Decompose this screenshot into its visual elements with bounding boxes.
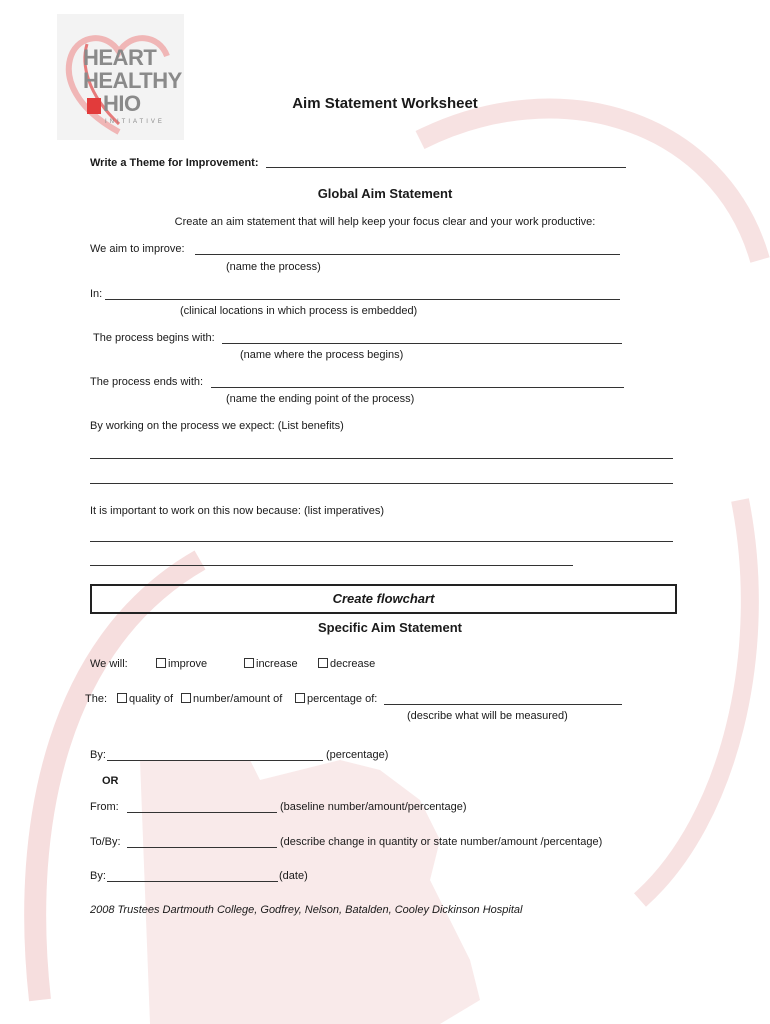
begins-blank[interactable] [222,343,622,344]
in-hint: (clinical locations in which process is embedded) [180,305,418,317]
heart-healthy-ohio-logo [57,14,184,140]
important-label: It is important to work on this now because: (list imperatives) [90,505,385,517]
from-label: From: [90,801,119,813]
ends-label: The process ends with: [90,376,204,388]
toby-blank[interactable] [127,847,277,848]
create-flowchart-box [90,584,677,614]
imperatives-blank-2[interactable] [90,565,573,566]
improve-checkbox[interactable] [156,658,166,668]
percentage-checkbox[interactable] [295,693,305,703]
from-hint: (baseline number/amount/percentage) [280,801,467,813]
create-flowchart-label: Create flowchart [332,591,435,606]
logo-text-line2: HEALTHY [83,68,182,93]
by-label: By: [90,749,106,761]
in-blank[interactable] [105,299,620,300]
option-percentage[interactable] [295,693,377,705]
measure-blank[interactable] [384,704,622,705]
benefits-blank-1[interactable] [90,458,673,459]
by-date-hint: (date) [279,870,308,882]
page-title: Aim Statement Worksheet [292,95,478,112]
the-label: The: [85,693,108,705]
improve-label: improve [168,658,208,670]
measure-hint: (describe what will be measured) [407,710,568,722]
expect-label: By working on the process we expect: (List benefits) [90,420,344,432]
logo-text-line1: HEART [83,45,157,70]
option-decrease[interactable] [318,658,375,670]
option-improve[interactable] [156,658,207,670]
from-blank[interactable] [127,812,277,813]
theme-label: Write a Theme for Improvement: [90,157,259,169]
by-hint: (percentage) [326,749,389,761]
decrease-label: decrease [330,658,376,670]
number-amount-label: number/amount of [193,693,283,705]
ends-blank[interactable] [211,387,624,388]
logo-subtitle: INITIATIVE [105,119,165,125]
option-number-amount[interactable] [181,693,282,705]
ends-hint: (name the ending point of the process) [226,393,415,405]
option-quality[interactable] [117,693,173,705]
aim-improve-hint: (name the process) [226,261,321,273]
global-aim-heading: Global Aim Statement [317,186,453,201]
toby-label: To/By: [90,836,121,848]
increase-label: increase [256,658,298,670]
benefits-blank-2[interactable] [90,483,673,484]
begins-hint: (name where the process begins) [240,349,404,361]
option-increase[interactable] [244,658,298,670]
we-will-label: We will: [90,658,128,670]
toby-hint: (describe change in quantity or state number/amount /percentage) [280,836,603,848]
specific-aim-heading: Specific Aim Statement [317,620,462,635]
footer-credit: 2008 Trustees Dartmouth College, Godfrey, Nelson, Batalden, Cooley Dickinson Hospital [90,904,523,916]
quality-checkbox[interactable] [117,693,127,703]
aim-improve-label: We aim to improve: [90,243,185,255]
logo-text-line3: HIO [103,91,141,116]
quality-label: quality of [129,693,174,705]
number-amount-checkbox[interactable] [181,693,191,703]
by-date-label: By: [90,870,106,882]
theme-blank[interactable] [266,167,626,168]
begins-label: The process begins with: [93,332,215,344]
increase-checkbox[interactable] [244,658,254,668]
by-blank[interactable] [107,760,323,761]
or-label: OR [102,775,119,787]
global-aim-intro: Create an aim statement that will help keep your focus clear and your work productive: [174,216,596,228]
by-date-blank[interactable] [107,881,278,882]
percentage-label: percentage of: [307,693,378,705]
in-label: In: [90,288,103,300]
decrease-checkbox[interactable] [318,658,328,668]
aim-improve-blank[interactable] [195,254,620,255]
imperatives-blank-1[interactable] [90,541,673,542]
